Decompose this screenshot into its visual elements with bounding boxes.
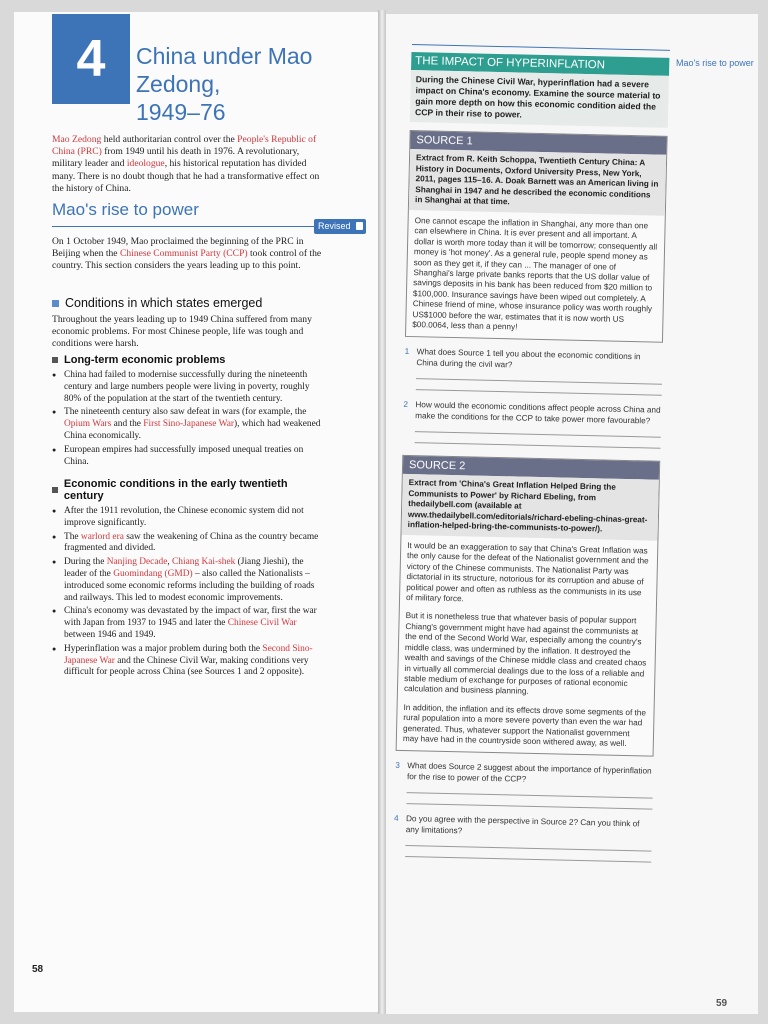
question-number: 3 [395,761,400,771]
square-bullet-icon [52,487,58,493]
square-bullet-icon [52,300,59,307]
chapter-number-box [52,14,130,104]
question-number: 4 [393,813,399,824]
source-1-extract: Extract from R. Keith Schoppa, Twentieth Century China: A History in Documents, Oxford University Press, New York, 2011, pages 115–16. A. Doak Barnett was an American living in Shanghai in 1947 and he described the economic conditions in Shanghai at that time. [409,149,666,216]
list-item: ● After the 1911 revolution, the Chinese economic system did not improve significantly. [52,506,324,530]
question-text: What does Source 2 suggest about the importance of hyperinflation for the rise to power of the CCP? [406,761,652,784]
longterm-section [52,354,324,470]
question-3 [395,761,653,788]
source-2-label: SOURCE 2 [403,456,659,480]
term-warlord-era[interactable]: warlord era [80,531,124,542]
chapter-title-line2: 1949–76 [136,99,226,125]
page-number-right: 59 [716,998,728,1009]
source-2-box [396,455,661,757]
list-item: ● The warlord era saw the weakening of China as the country became fragmented and divided. [52,532,324,556]
question-number: 1 [404,347,410,357]
longterm-list [52,370,324,468]
term-chiang-kai-shek[interactable]: Chiang Kai-shek [172,557,236,568]
impact-intro: During the Chinese Civil War, hyperinflation had a severe impact on China's economy. Examine the source material to gain more depth on how this economic condition aided the CCP in their rise to power. [410,70,669,128]
list-item: ● During the Nanjing Decade, Chiang Kai-shek (Jiang Jieshi), the leader of the Guomindang (GMD) – also called the Nationalists – introduced some economic reforms including the building of roads and railways. This led to modest economic improvements. [52,557,324,604]
list-item: ● Hyperinflation was a major problem during both the Second Sino-Japanese War and the Chinese Civil War, making conditions very difficult for people across China (see Sources 1 and 2 opposite). [52,644,324,679]
answer-line[interactable] [415,442,661,449]
early20-list [52,506,324,679]
question-2 [403,400,661,427]
conditions-heading: Conditions in which states emerged [52,296,328,310]
answer-line[interactable] [416,378,662,385]
conditions-section [52,296,328,351]
question-4 [394,814,652,841]
source-1-label: SOURCE 1 [410,131,666,155]
term-guomindang[interactable]: Guomindang (GMD) [113,568,193,579]
term-mao-zedong[interactable]: Mao Zedong [52,134,102,145]
answer-line[interactable] [416,389,662,396]
revised-label: Revised [318,221,351,231]
source-2-para-3: In addition, the inflation and its effects drove some segments of the rural population into a more severe poverty than even the war had generated. Thus, whatever support the Nationalist government may have had in the countryside soon withered away, as well. [402,702,647,748]
list-item: ● China had failed to modernise successfully during the nineteenth century and large numbers people were living in poverty, roughly 80% of the population at the start of the twentieth century. [52,370,324,405]
term-prc[interactable]: People's Republic of China (PRC) [52,134,317,158]
source-2-para-1: It would be an exaggeration to say that China's Great Inflation was the only cause for the defeat of the Nationalist government and the victory of the Chinese communists. The Nationalist Party was dictatorial in its structure, notorious for its corruption and abuse of political power and often as ruthless as the communists in its use of military force. [405,541,649,604]
question-1 [404,347,662,374]
section-rule [52,226,314,227]
chapter-number: 4 [76,30,106,88]
source-2-para-2: But it is nonetheless true that whatever basis of popular support Chiang's government might have had against the communists at the end of the Second World War, especially among the country's middle class, was undermined by the inflation. It destroyed the wealth and savings of the Chinese middle class and created chaos in virtually all commercial dealings due to the loss of a reliable and stable medium of exchange for purposes of rational economic calculation and business planning. [403,611,647,697]
chapter-title [136,42,372,126]
square-bullet-icon [52,357,58,363]
term-ideologue[interactable]: ideologue [126,158,165,170]
checkbox-icon[interactable] [356,222,363,230]
answer-line[interactable] [406,803,652,810]
term-chinese-civil-war[interactable]: Chinese Civil War [227,618,297,629]
question-number: 2 [403,400,409,410]
term-opium-wars[interactable]: Opium Wars [64,419,112,430]
term-nanjing-decade[interactable]: Nanjing Decade [106,557,168,568]
source-2-extract: Extract from 'China's Great Inflation Helped Bring the Communists to Power' by Richard Ebeling, from thedailybell.com (available at www.thedailybell.com/editorials/richard-ebeling-chinas-great-inflation-helped-bring-the-communists-to-power/). [401,474,658,541]
answer-line[interactable] [405,845,651,852]
chapter-intro: Mao Zedong held authoritarian control over the People's Republic of China (PRC) from 1949 until his death in 1976. A revolutionary, military leader and ideologue, his historical reputation has divided many. There is no doubt though that he had a transformative effect on the history of China. [52,134,320,194]
section-intro: On 1 October 1949, Mao proclaimed the beginning of the PRC in Beijing when the Chinese Communist Party (CCP) took control of the country. This section considers the years leading up to this point. [52,236,322,272]
term-first-sino-japanese-war[interactable]: First Sino-Japanese War [143,419,235,430]
question-text: What does Source 1 tell you about the economic conditions in China during the civil war? [416,347,641,370]
source-1-box [405,130,668,343]
term-ccp[interactable]: Chinese Communist Party (CCP) [119,248,248,260]
answer-line[interactable] [415,431,661,438]
question-text: How would the economic conditions affect people across China and make the conditions for the CCP to take power more favourable? [415,400,661,426]
question-text: Do you agree with the perspective in Source 2? Can you think of any limitations? [405,814,640,835]
list-item: ● European empires had successfully imposed unequal treaties on China. [52,445,324,469]
right-page-content [393,28,670,863]
source-1-text: One cannot escape the inflation in Shanghai, any more than one can elsewhere in China. It is ever present and all important. A dollar is worth more today than it will be tomorrow; consequently all money is 'hot money'. As a general rule, people spend money as soon as they get it, if they can ... The manager of one of Shanghai's large private banks reports that the US dollar value of savings deposits in his bank has been reduced from $20 million to $100,000. Insurance savings have been wiped out completely. A Chinese friend of mine, whose insurance policy was worth roughly US$1000 before the war, estimates that it is now worth US $00.0064, less than a penny! [412,216,658,332]
section-title: Mao's rise to power [52,200,199,219]
page-number-left: 58 [32,964,44,975]
chapter-title-line1: China under Mao Zedong, [136,43,313,97]
left-page-content [14,12,380,1012]
running-head: Mao's rise to power [676,58,754,68]
early20-section [52,478,324,681]
revised-tag[interactable] [314,219,366,234]
conditions-text: Throughout the years leading up to 1949 China suffered from many economic problems. For most Chinese people, life was tough and conditions were harsh. [52,314,312,350]
answer-line[interactable] [407,792,653,799]
list-item: ● China's economy was devastated by the impact of war, first the war with Japan from 1937 to 1945 and later the Chinese Civil War between 1946 and 1949. [52,606,324,641]
list-item: ● The nineteenth century also saw defeat in wars (for example, the Opium Wars and the First Sino-Japanese War), which had weakened China economically. [52,407,324,442]
impact-title: THE IMPACT OF HYPERINFLATION [411,52,669,76]
longterm-heading: Long-term economic problems [52,354,324,366]
term-second-sino-japanese-war[interactable]: Second Sino-Japanese War [64,643,313,666]
early20-heading: Economic conditions in the early twentieth century [52,478,324,502]
